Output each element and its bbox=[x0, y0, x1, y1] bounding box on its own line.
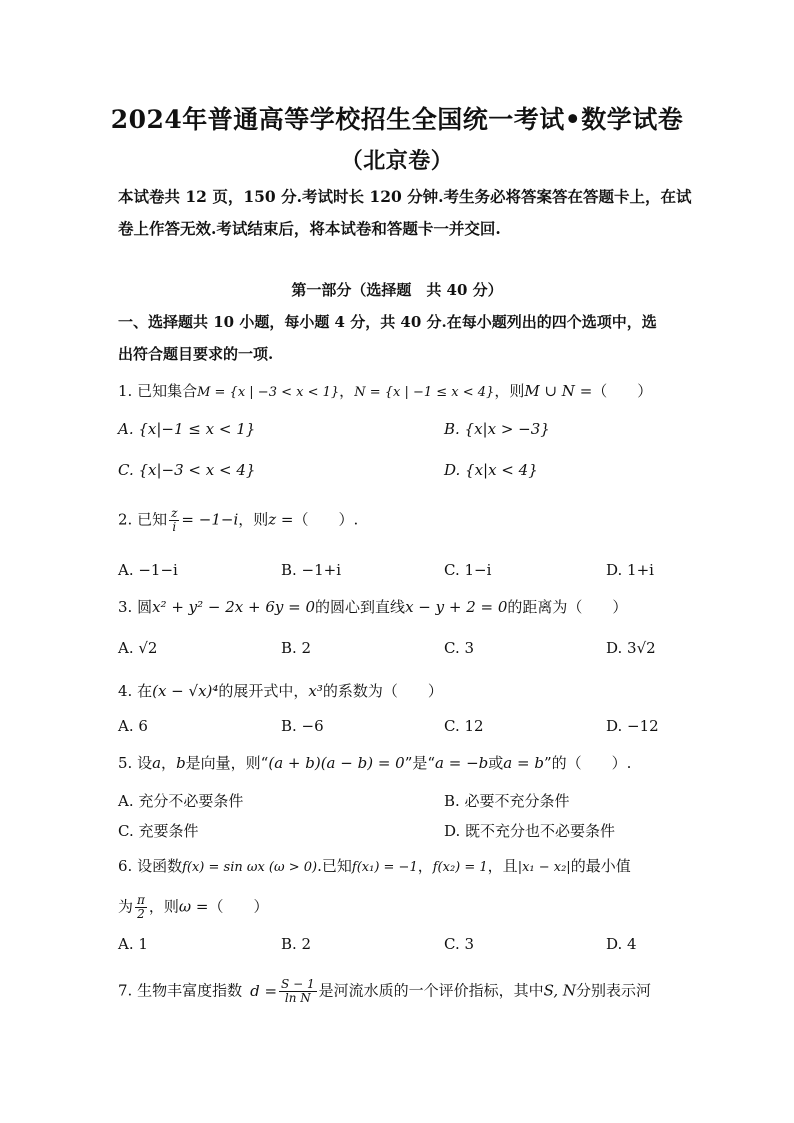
q2-text-b: ，则 bbox=[238, 510, 269, 529]
q5-vec-b: b bbox=[176, 754, 186, 772]
q7-d-eq: d = bbox=[250, 981, 278, 1000]
q6-blank: （ ） bbox=[208, 897, 269, 916]
exam-subtitle: （北京卷） bbox=[340, 148, 454, 174]
q6-option-b[interactable]: B. 2 bbox=[281, 935, 312, 953]
q1-text-b: ，则 bbox=[494, 382, 525, 400]
q5-sep: ， bbox=[161, 754, 177, 772]
q3-circle: x² + y² − 2x + 6y = 0 bbox=[152, 598, 316, 616]
q3-line: x − y + 2 = 0 bbox=[405, 598, 508, 616]
q1-option-b[interactable]: B. {x|x > −3} bbox=[444, 420, 550, 438]
q2-option-c[interactable]: C. 1−i bbox=[444, 561, 492, 579]
q5-option-a[interactable]: A. 充分不必要条件 bbox=[118, 792, 244, 810]
q6-text-d: 的最小值 bbox=[570, 857, 631, 875]
q7-frac-den: ln N bbox=[284, 991, 311, 1005]
q3-option-b[interactable]: B. 2 bbox=[281, 639, 312, 657]
q5-cond-2: a = −b bbox=[435, 754, 489, 772]
q1-option-c[interactable]: C. {x|−3 < x < 4} bbox=[118, 461, 256, 479]
q6-option-d[interactable]: D. 4 bbox=[606, 935, 637, 953]
q1-option-a[interactable]: A. {x|−1 ≤ x < 1} bbox=[118, 420, 256, 438]
q6-text-c: ，且 bbox=[487, 857, 518, 875]
q6-abs: |x₁ − x₂| bbox=[517, 860, 571, 875]
question-2-stem bbox=[118, 507, 358, 534]
q2-expr: z = bbox=[268, 510, 294, 529]
q6-sep: ， bbox=[417, 857, 433, 875]
q4-text-c: 的系数为（ ） bbox=[322, 682, 443, 700]
q6-line2-b: ，则 bbox=[148, 897, 179, 916]
q5-vec-a: a bbox=[152, 754, 162, 772]
q3-option-c[interactable]: C. 3 bbox=[444, 639, 475, 657]
section-instruction-1: 一、选择题共 10 小题，每小题 4 分，共 40 分.在每小题列出的四个选项中，选 bbox=[118, 313, 657, 331]
question-3-stem bbox=[118, 596, 627, 617]
q7-frac-num: S − 1 bbox=[281, 977, 315, 991]
q6-text-a: 6. 设函数 bbox=[118, 857, 183, 875]
q1-sep: ， bbox=[339, 382, 355, 400]
q3-option-d[interactable]: D. 3√2 bbox=[606, 639, 656, 657]
q1-text-a: 1. 已知集合 bbox=[118, 382, 198, 400]
q4-expr: (x − √x)⁴ bbox=[152, 682, 219, 700]
q7-fraction bbox=[279, 978, 317, 1005]
q4-option-a[interactable]: A. 6 bbox=[118, 717, 148, 735]
question-1-stem bbox=[118, 380, 652, 401]
q1-expr: M ∪ N = bbox=[524, 382, 593, 400]
q2-text-a: 2. 已知 bbox=[118, 510, 168, 529]
q3-text-c: 的距离为（ ） bbox=[507, 598, 628, 616]
q1-option-d[interactable]: D. {x|x < 4} bbox=[444, 461, 538, 479]
q7-text-b: 是河流水质的一个评价指标，其中 bbox=[318, 981, 544, 1000]
q6-func: f(x) = sin ωx (ω > 0) bbox=[182, 860, 318, 875]
q3-text-b: 的圆心到直线 bbox=[315, 598, 406, 616]
section-title: 第一部分（选择题 共 40 分） bbox=[291, 281, 503, 299]
q7-vars: S, N bbox=[543, 981, 577, 1000]
intro-line-1: 本试卷共 12 页，150 分.考试时长 120 分钟.考生务必将答案答在答题卡上，在试 bbox=[118, 187, 692, 206]
question-6-stem bbox=[118, 855, 631, 876]
q2-option-d[interactable]: D. 1+i bbox=[606, 561, 654, 579]
q6-option-a[interactable]: A. 1 bbox=[118, 935, 148, 953]
q5-text-a: 5. 设 bbox=[118, 754, 153, 772]
q2-option-b[interactable]: B. −1+i bbox=[281, 561, 342, 579]
q5-text-d: ”的（ ）. bbox=[543, 754, 632, 772]
q6-cond-2: f(x₂) = 1 bbox=[432, 860, 488, 875]
q2-eq: = −1−i bbox=[181, 510, 239, 529]
question-7-stem bbox=[118, 978, 651, 1005]
q2-frac-den: i bbox=[172, 520, 177, 534]
q5-option-d[interactable]: D. 既不充分也不必要条件 bbox=[444, 822, 616, 840]
q7-text-a: 7. 生物丰富度指数 bbox=[118, 981, 243, 1000]
q1-set-m: M = {x | −3 < x < 1} bbox=[197, 385, 340, 400]
q5-text-b: 是向量，则“ bbox=[185, 754, 269, 772]
question-5-stem bbox=[118, 752, 631, 773]
q2-option-a[interactable]: A. −1−i bbox=[118, 561, 178, 579]
q5-text-c: ”是“ bbox=[404, 754, 436, 772]
q6-line2-a: 为 bbox=[118, 897, 134, 916]
q6-cond-1: f(x₁) = −1 bbox=[351, 860, 418, 875]
q4-term: x³ bbox=[308, 682, 323, 700]
q5-or: 或 bbox=[488, 754, 504, 772]
q6-frac-den: 2 bbox=[137, 907, 145, 921]
q5-cond-3: a = b bbox=[503, 754, 544, 772]
intro-line-2: 卷上作答无效.考试结束后，将本试卷和答题卡一并交回. bbox=[118, 219, 501, 238]
q1-blank: （ ） bbox=[592, 382, 653, 400]
q5-option-b[interactable]: B. 必要不充分条件 bbox=[444, 792, 570, 810]
q5-cond: (a + b)(a − b) = 0 bbox=[268, 754, 405, 772]
q6-frac-num: π bbox=[137, 893, 145, 907]
q1-set-n: N = {x | −1 ≤ x < 4} bbox=[354, 385, 495, 400]
q2-frac-num: z bbox=[171, 506, 178, 520]
exam-title: 2024年普通高等学校招生全国统一考试•数学试卷 bbox=[110, 105, 684, 134]
q2-blank: （ ）. bbox=[293, 510, 359, 529]
q4-option-c[interactable]: C. 12 bbox=[444, 717, 484, 735]
question-4-stem bbox=[118, 680, 443, 701]
q3-text-a: 3. 圆 bbox=[118, 598, 153, 616]
q5-option-c[interactable]: C. 充要条件 bbox=[118, 822, 199, 840]
q4-option-b[interactable]: B. −6 bbox=[281, 717, 324, 735]
q4-text-a: 4. 在 bbox=[118, 682, 153, 700]
q6-text-b: .已知 bbox=[317, 857, 352, 875]
q6-option-c[interactable]: C. 3 bbox=[444, 935, 475, 953]
question-6-line-2 bbox=[118, 894, 269, 921]
q4-option-d[interactable]: D. −12 bbox=[606, 717, 659, 735]
q6-expr: ω = bbox=[178, 897, 209, 916]
section-instruction-2: 出符合题目要求的一项. bbox=[118, 345, 274, 363]
q3-option-a[interactable]: A. √2 bbox=[118, 639, 158, 657]
q2-fraction bbox=[169, 507, 179, 534]
q6-fraction bbox=[135, 894, 147, 921]
q4-text-b: 的展开式中， bbox=[218, 682, 309, 700]
q7-text-c: 分别表示河 bbox=[576, 981, 652, 1000]
